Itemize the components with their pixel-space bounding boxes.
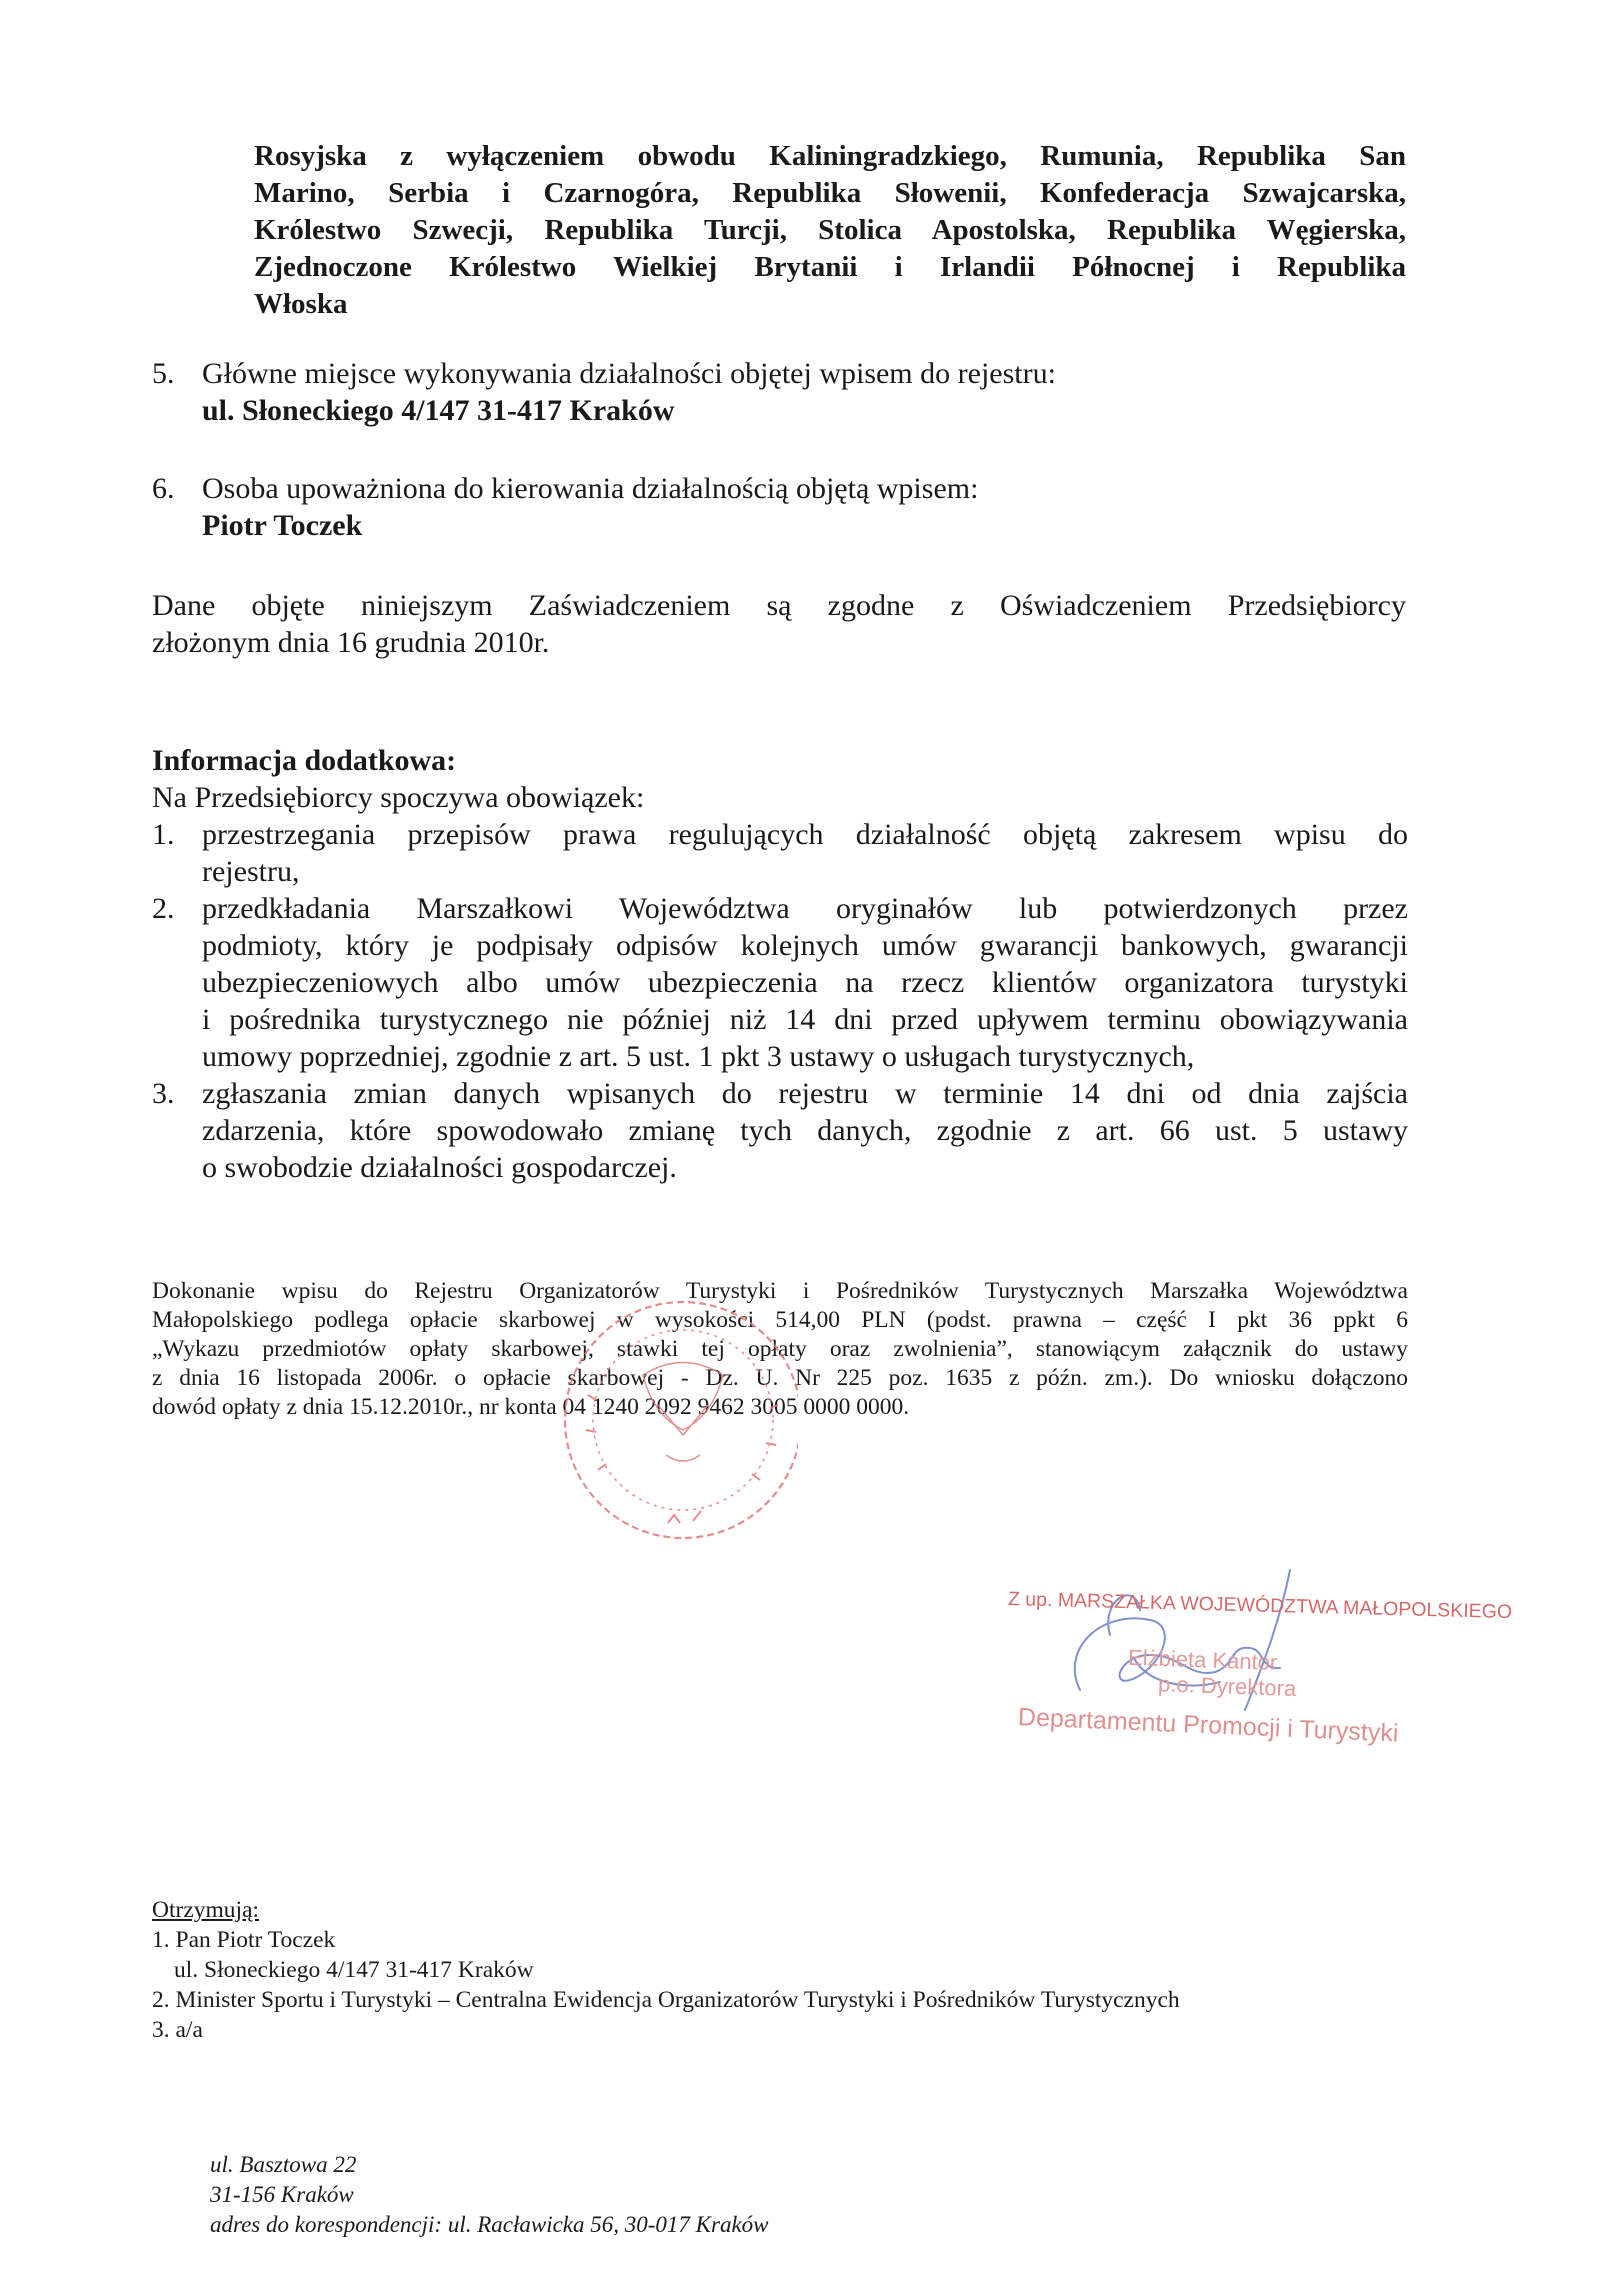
official-seal-icon: [548, 1255, 798, 1565]
obligation-number: 3.: [152, 1077, 175, 1110]
additional-info: [152, 742, 1408, 1186]
obligation-line: zgłaszania zmian danych wpisanych do rejestru w terminie 14 dni od dnia zajścia: [202, 1077, 1408, 1110]
recipient-item: 3. a/a: [152, 2017, 203, 2043]
recipients: [152, 1895, 1412, 2045]
footer-address: [210, 2150, 1110, 2240]
obligation-line: przestrzegania przepisów prawa regulujących działalność objętą zakresem wpisu do: [202, 818, 1408, 851]
obligation-line: rejestru,: [202, 855, 300, 888]
intro-line: Marino, Serbia i Czarnogóra, Republika Słowenii, Konfederacja Szwajcarska,: [254, 177, 1406, 209]
authorized-person: Piotr Toczek: [202, 509, 363, 542]
authorization-stamp: [1007, 1588, 1513, 1748]
fee-note-line: dowód opłaty z dnia 15.12.2010r., nr konta 04 1240 2092 9462 3005 0000 0000.: [152, 1394, 910, 1420]
obligation-line: ubezpieczeniowych albo umów ubezpieczenia na rzecz klientów organizatora turystyki: [202, 966, 1408, 999]
obligation-number: 1.: [152, 818, 175, 851]
stamp-line-name: Elżbieta Kantor: [1127, 1644, 1278, 1675]
business-address: ul. Słoneckiego 4/147 31-417 Kraków: [202, 394, 675, 427]
recipient-item: 2. Minister Sportu i Turystyki – Centralna Ewidencja Organizatorów Turystyki i Pośredników Turystycznych: [152, 1987, 1180, 2013]
footer-city: 31-156 Kraków: [210, 2182, 354, 2207]
item-number: 6.: [152, 472, 175, 505]
intro-line: Włoska: [254, 288, 348, 320]
item-label: Główne miejsce wykonywania działalności objętej wpisem do rejestru:: [202, 357, 1056, 390]
obligation-line: zdarzenia, które spowodowało zmianę tych danych, zgodnie z art. 66 ust. 5 ustawy: [202, 1114, 1408, 1147]
obligation-line: przedkładania Marszałkowi Województwa oryginałów lub potwierdzonych przez: [202, 892, 1408, 925]
recipients-heading: Otrzymują:: [152, 1897, 260, 1923]
intro-line: Rosyjska z wyłączeniem obwodu Kaliningradzkiego, Rumunia, Republika San: [254, 140, 1406, 172]
statement-paragraph: [152, 587, 1406, 661]
item-number: 5.: [152, 357, 175, 390]
intro-line: Zjednoczone Królestwo Wielkiej Brytanii i Irlandii Północnej i Republika: [254, 251, 1406, 283]
item-label: Osoba upoważniona do kierowania działalnością objętą wpisem:: [202, 472, 979, 505]
stamp-line-position: p.o. Dyrektora: [1157, 1671, 1297, 1702]
item-5: [152, 355, 1412, 429]
item-6: [152, 470, 1412, 544]
recipient-item: 1. Pan Piotr Toczek: [152, 1927, 336, 1953]
recipient-item: ul. Słoneckiego 4/147 31-417 Kraków: [174, 1957, 534, 1983]
fee-note-line: Dokonanie wpisu do Rejestru Organizatorów Turystyki i Pośredników Turystycznych Marszałka Województwa: [152, 1278, 1408, 1304]
obligation-number: 2.: [152, 892, 175, 925]
statement-line: Dane objęte niniejszym Zaświadczeniem są zgodne z Oświadczeniem Przedsiębiorcy: [152, 589, 1406, 622]
stamp-line-authority: Z up. MARSZAŁKA WOJEWÓDZTWA MAŁOPOLSKIEGO: [1007, 1588, 1513, 1624]
fee-note-line: z dnia 16 listopada 2006r. o opłacie skarbowej - Dz. U. Nr 225 poz. 1635 z późn. zm.). Do wniosku dołączono: [152, 1365, 1408, 1391]
fee-note-line: Małopolskiego podlega opłacie skarbowej w wysokości 514,00 PLN (podst. prawna – część I pkt 36 ppkt 6: [152, 1307, 1408, 1333]
obligation-line: o swobodzie działalności gospodarczej.: [202, 1151, 677, 1184]
obligation-line: podmioty, który je podpisały odpisów kolejnych umów gwarancji bankowych, gwarancji: [202, 929, 1408, 962]
footer-street: ul. Basztowa 22: [210, 2152, 357, 2177]
intro-line: Królestwo Szwecji, Republika Turcji, Stolica Apostolska, Republika Węgierska,: [254, 214, 1406, 246]
fee-note-line: „Wykazu przedmiotów opłaty skarbowej, stawki tej opłaty oraz zwolnienia”, stanowiącym załącznik do ustawy: [152, 1336, 1408, 1362]
additional-info-heading: Informacja dodatkowa:: [152, 744, 457, 777]
obligation-line: umowy poprzedniej, zgodnie z art. 5 ust. 1 pkt 3 ustawy o usługach turystycznych,: [202, 1040, 1195, 1073]
obligation-item: [152, 816, 1408, 890]
obligation-item: [152, 1075, 1408, 1186]
obligation-line: i pośrednika turystycznego nie później niż 14 dni przed upływem terminu obowiązywania: [202, 1003, 1408, 1036]
statement-line: złożonym dnia 16 grudnia 2010r.: [152, 626, 550, 659]
stamp-line-department: Departamentu Promocji i Turystyki: [1017, 1703, 1399, 1748]
footer-correspondence: adres do korespondencji: ul. Racławicka 56, 30-017 Kraków: [210, 2212, 769, 2237]
obligation-item: [152, 890, 1408, 1075]
additional-info-intro: Na Przedsiębiorcy spoczywa obowiązek:: [152, 781, 645, 814]
intro-paragraph: [254, 138, 1406, 323]
